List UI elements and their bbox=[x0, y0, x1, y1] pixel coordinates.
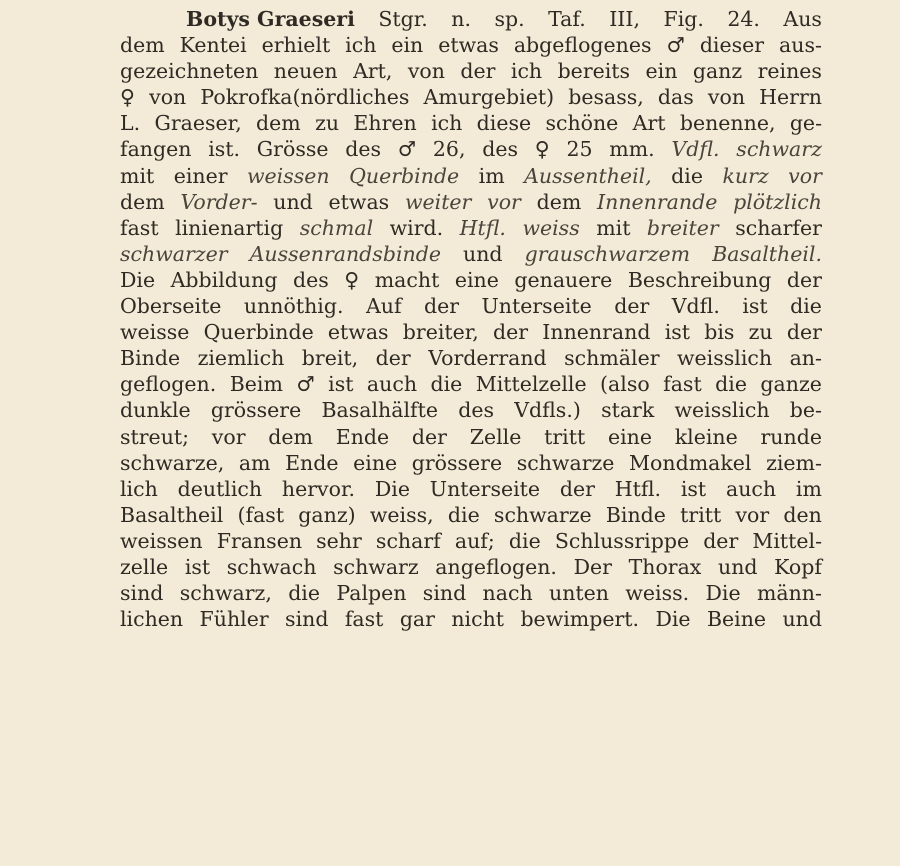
word: ist bbox=[184, 554, 211, 579]
text-line bbox=[120, 476, 822, 502]
word: Kentei bbox=[179, 33, 247, 58]
word: breiter bbox=[646, 215, 719, 240]
word: fast bbox=[663, 372, 702, 397]
word: Pokrofka(nördliches bbox=[200, 85, 410, 110]
word: und bbox=[718, 554, 758, 579]
word: weiss, bbox=[369, 502, 434, 527]
word: Palpen bbox=[336, 581, 407, 606]
word: schwarz bbox=[333, 554, 419, 579]
word: Beim bbox=[229, 372, 283, 397]
word: dunkle bbox=[120, 398, 191, 423]
word: der bbox=[703, 528, 739, 553]
word: Vdfl. bbox=[671, 137, 720, 162]
word: Art bbox=[632, 111, 666, 136]
word: unnöthig. bbox=[243, 294, 344, 319]
word: Fühler bbox=[199, 607, 269, 632]
word: Unterseite bbox=[429, 476, 541, 501]
word: weisslich bbox=[674, 398, 770, 423]
word: Basalhälfte bbox=[321, 398, 438, 423]
word: etwas bbox=[327, 320, 389, 345]
word: scharfer bbox=[735, 215, 822, 240]
word: von bbox=[149, 85, 187, 110]
word: erhielt bbox=[261, 33, 331, 58]
word: auch bbox=[366, 372, 418, 397]
word: ich bbox=[345, 33, 377, 58]
text-line bbox=[120, 371, 822, 397]
word: Kopf bbox=[774, 554, 822, 579]
word: aus- bbox=[779, 33, 822, 58]
word: Der bbox=[573, 554, 612, 579]
word: weiss. bbox=[625, 581, 690, 606]
word: Die bbox=[120, 267, 156, 292]
word: der bbox=[559, 476, 595, 501]
text-line bbox=[120, 136, 822, 162]
word: sind bbox=[422, 581, 467, 606]
word: ziem- bbox=[766, 450, 822, 475]
word: schwarze bbox=[516, 450, 615, 475]
text-line bbox=[120, 580, 822, 606]
word: Fransen bbox=[216, 528, 303, 553]
word: die bbox=[288, 581, 320, 606]
word: stark bbox=[601, 398, 655, 423]
word: fast bbox=[344, 607, 384, 632]
word: Unterseite bbox=[481, 294, 592, 319]
word: die bbox=[430, 372, 463, 397]
word: ein bbox=[645, 59, 678, 84]
text-line bbox=[120, 215, 822, 241]
word: Taf. bbox=[548, 7, 586, 31]
word: eine bbox=[353, 450, 398, 475]
word: deutlich bbox=[177, 476, 263, 501]
word: lichen bbox=[120, 607, 184, 632]
word: Art, bbox=[353, 59, 393, 84]
word: Basaltheil bbox=[120, 502, 224, 527]
text-line bbox=[120, 241, 822, 267]
word: schöne bbox=[545, 111, 619, 136]
word: angeflogen. bbox=[435, 554, 557, 579]
word: sind bbox=[285, 607, 329, 632]
word: vor bbox=[735, 502, 770, 527]
word: (fast bbox=[237, 502, 285, 527]
word: grössere bbox=[411, 450, 503, 475]
word: ich bbox=[431, 111, 463, 136]
word: dem bbox=[120, 189, 165, 214]
word: der bbox=[375, 346, 411, 371]
text-line bbox=[120, 502, 822, 528]
word: Binde bbox=[120, 346, 181, 371]
word: 25 bbox=[566, 137, 593, 162]
word: sp. bbox=[494, 7, 525, 31]
word: Herrn bbox=[759, 85, 822, 110]
word: L. bbox=[120, 111, 141, 136]
word: genauere bbox=[514, 267, 613, 292]
text-line bbox=[120, 58, 822, 84]
word: die bbox=[790, 294, 822, 319]
word: unten bbox=[549, 581, 609, 606]
word: Zelle bbox=[469, 424, 522, 449]
word: neuen bbox=[273, 59, 338, 84]
word: abgeflogenes bbox=[513, 33, 652, 58]
word: reines bbox=[757, 59, 822, 84]
text-line bbox=[120, 163, 822, 189]
word: gezeichneten bbox=[120, 59, 259, 84]
word: ♀ bbox=[344, 267, 360, 292]
word: bewimpert. bbox=[520, 607, 640, 632]
text-line bbox=[120, 424, 822, 450]
word: Aussentheil, bbox=[524, 163, 652, 188]
word: einer bbox=[173, 163, 228, 188]
text-line bbox=[120, 397, 822, 423]
word: Querbinde bbox=[203, 320, 314, 345]
word: benenne, bbox=[679, 111, 776, 136]
word: im bbox=[478, 163, 505, 188]
word: der bbox=[786, 267, 822, 292]
word: des bbox=[482, 137, 518, 162]
word: Beine bbox=[706, 607, 767, 632]
word: Mondmakel bbox=[629, 450, 752, 475]
text-line bbox=[120, 32, 822, 58]
text-line bbox=[120, 267, 822, 293]
word: dem bbox=[536, 189, 582, 214]
word: Auf bbox=[365, 294, 402, 319]
text-line bbox=[120, 189, 822, 215]
word: die bbox=[447, 502, 480, 527]
word: Innenrande bbox=[597, 189, 718, 214]
word: weisse bbox=[120, 320, 190, 345]
word: weissen bbox=[120, 528, 203, 553]
word: Botys Graeseri bbox=[186, 7, 355, 31]
word: schmäler bbox=[564, 346, 660, 371]
word: Beschreibung bbox=[627, 267, 772, 292]
word: der bbox=[614, 294, 650, 319]
word: 26, bbox=[432, 137, 466, 162]
word: an- bbox=[789, 346, 822, 371]
word: dieser bbox=[699, 33, 765, 58]
word: kurz bbox=[722, 163, 769, 188]
word: schwarze, bbox=[120, 450, 225, 475]
word: Ehren bbox=[353, 111, 417, 136]
word: mit bbox=[596, 215, 631, 240]
word: weisslich bbox=[677, 346, 773, 371]
text-line bbox=[120, 84, 822, 110]
word: Die bbox=[705, 581, 741, 606]
word: Ende bbox=[285, 450, 339, 475]
word: Innenrand bbox=[542, 320, 651, 345]
word: gar bbox=[399, 607, 435, 632]
word: Htfl. bbox=[614, 476, 662, 501]
word: runde bbox=[760, 424, 822, 449]
word: schwarzer bbox=[120, 241, 228, 266]
word: am bbox=[238, 450, 271, 475]
word: ein bbox=[391, 33, 424, 58]
word: der bbox=[411, 424, 447, 449]
word: plötzlich bbox=[733, 189, 822, 214]
word: tritt bbox=[544, 424, 586, 449]
word: ♂ bbox=[296, 372, 315, 397]
word: schwarz bbox=[736, 137, 822, 162]
word: und bbox=[782, 607, 822, 632]
word: schmal bbox=[299, 215, 374, 240]
text-line bbox=[120, 293, 822, 319]
word: ganze bbox=[760, 372, 822, 397]
word: Mittelzelle bbox=[475, 372, 587, 397]
word: geflogen. bbox=[120, 372, 217, 397]
word: das bbox=[657, 85, 694, 110]
word: ist bbox=[742, 294, 768, 319]
word: fast bbox=[120, 215, 159, 240]
word: der bbox=[493, 320, 529, 345]
text-line bbox=[120, 450, 822, 476]
word: mm. bbox=[609, 137, 655, 162]
word: der bbox=[424, 294, 460, 319]
word: besass, bbox=[568, 85, 644, 110]
word: Die bbox=[374, 476, 410, 501]
word: ganz bbox=[692, 59, 743, 84]
text-line bbox=[120, 554, 822, 580]
word: schwach bbox=[226, 554, 317, 579]
word: bereits bbox=[557, 59, 631, 84]
word: mit bbox=[120, 163, 155, 188]
word: ♀ bbox=[534, 137, 550, 162]
word: ge- bbox=[789, 111, 822, 136]
word: weiss bbox=[522, 215, 580, 240]
word: zu bbox=[748, 320, 773, 345]
word: zu bbox=[315, 111, 340, 136]
word: die bbox=[671, 163, 703, 188]
word: ♀ bbox=[120, 85, 135, 110]
word: Amurgebiet) bbox=[423, 85, 555, 110]
word: die bbox=[508, 528, 541, 553]
word: Vorder- bbox=[180, 189, 258, 214]
word: etwas bbox=[328, 189, 390, 214]
word: weissen bbox=[247, 163, 330, 188]
word: grössere bbox=[210, 398, 302, 423]
word: ist. bbox=[208, 137, 241, 162]
word: be- bbox=[789, 398, 822, 423]
word: Thorax bbox=[628, 554, 702, 579]
word: schwarz, bbox=[179, 581, 272, 606]
word: Htfl. bbox=[459, 215, 506, 240]
word: auf; bbox=[454, 528, 495, 553]
word: tritt bbox=[680, 502, 722, 527]
word: streut; bbox=[120, 424, 190, 449]
word: Vorderrand bbox=[428, 346, 547, 371]
text-line bbox=[120, 319, 822, 345]
word: ganz) bbox=[298, 502, 356, 527]
word: Ende bbox=[335, 424, 390, 449]
word: männ- bbox=[756, 581, 822, 606]
word: ist bbox=[328, 372, 354, 397]
word: dem bbox=[268, 424, 313, 449]
word: der bbox=[460, 59, 496, 84]
word: und bbox=[463, 241, 503, 266]
word: den bbox=[783, 502, 822, 527]
word: Abbildung bbox=[170, 267, 278, 292]
word: Vdfls.) bbox=[514, 398, 581, 423]
word: sehr bbox=[316, 528, 362, 553]
word: auch bbox=[725, 476, 777, 501]
word: Oberseite bbox=[120, 294, 222, 319]
word: Aus bbox=[783, 7, 822, 31]
word: Stgr. bbox=[378, 7, 428, 31]
word: des bbox=[345, 137, 382, 162]
word: eine bbox=[454, 267, 499, 292]
word: weiter bbox=[404, 189, 472, 214]
word: ziemlich bbox=[197, 346, 285, 371]
word: fangen bbox=[120, 137, 192, 162]
word: Binde bbox=[605, 502, 666, 527]
word: (also bbox=[600, 372, 650, 397]
word: bis bbox=[704, 320, 735, 345]
word: Mittel- bbox=[752, 528, 822, 553]
word: sind bbox=[120, 581, 164, 606]
text-line bbox=[120, 606, 822, 632]
word: grauschwarzem bbox=[524, 241, 691, 266]
word: nach bbox=[482, 581, 533, 606]
text-line bbox=[120, 345, 822, 371]
word: kleine bbox=[674, 424, 738, 449]
word: der bbox=[786, 320, 822, 345]
word: Vdfl. bbox=[671, 294, 720, 319]
word: schwarze bbox=[493, 502, 592, 527]
word: vor bbox=[487, 189, 521, 214]
word: die bbox=[715, 372, 747, 397]
word: nicht bbox=[451, 607, 505, 632]
word: breit, bbox=[301, 346, 359, 371]
word: scharf bbox=[375, 528, 441, 553]
word: dem bbox=[256, 111, 301, 136]
word: Die bbox=[655, 607, 691, 632]
word: III, bbox=[609, 7, 641, 31]
word: dem bbox=[120, 33, 165, 58]
word: Fig. bbox=[663, 7, 704, 31]
word: vor bbox=[211, 424, 246, 449]
word: Querbinde bbox=[349, 163, 460, 188]
word: Aussenrandsbinde bbox=[249, 241, 441, 266]
word: linienartig bbox=[175, 215, 284, 240]
word: zelle bbox=[120, 554, 169, 579]
word: ist bbox=[680, 476, 707, 501]
word: breiter, bbox=[402, 320, 479, 345]
word: Basaltheil. bbox=[712, 241, 822, 266]
word: etwas bbox=[438, 33, 499, 58]
text-line bbox=[120, 110, 822, 136]
word: Grösse bbox=[256, 137, 329, 162]
word: im bbox=[795, 476, 822, 501]
word: eine bbox=[607, 424, 652, 449]
word: des bbox=[458, 398, 494, 423]
word: ♂ bbox=[666, 33, 685, 58]
word: und bbox=[273, 189, 313, 214]
text-line bbox=[120, 6, 822, 32]
word: ich bbox=[510, 59, 543, 84]
word: Graeser, bbox=[154, 111, 242, 136]
word: lich bbox=[120, 476, 158, 501]
word: des bbox=[292, 267, 329, 292]
word: hervor. bbox=[281, 476, 356, 501]
word: von bbox=[407, 59, 445, 84]
word: ♂ bbox=[397, 137, 417, 162]
word: von bbox=[707, 85, 746, 110]
word: Schlussrippe bbox=[554, 528, 690, 553]
text-line bbox=[120, 528, 822, 554]
word: vor bbox=[788, 163, 822, 188]
word: macht bbox=[374, 267, 440, 292]
word: n. bbox=[451, 7, 471, 31]
word: wird. bbox=[389, 215, 444, 240]
body-text bbox=[120, 6, 822, 632]
word: ist bbox=[664, 320, 691, 345]
word: diese bbox=[476, 111, 532, 136]
word: 24. bbox=[727, 7, 760, 31]
